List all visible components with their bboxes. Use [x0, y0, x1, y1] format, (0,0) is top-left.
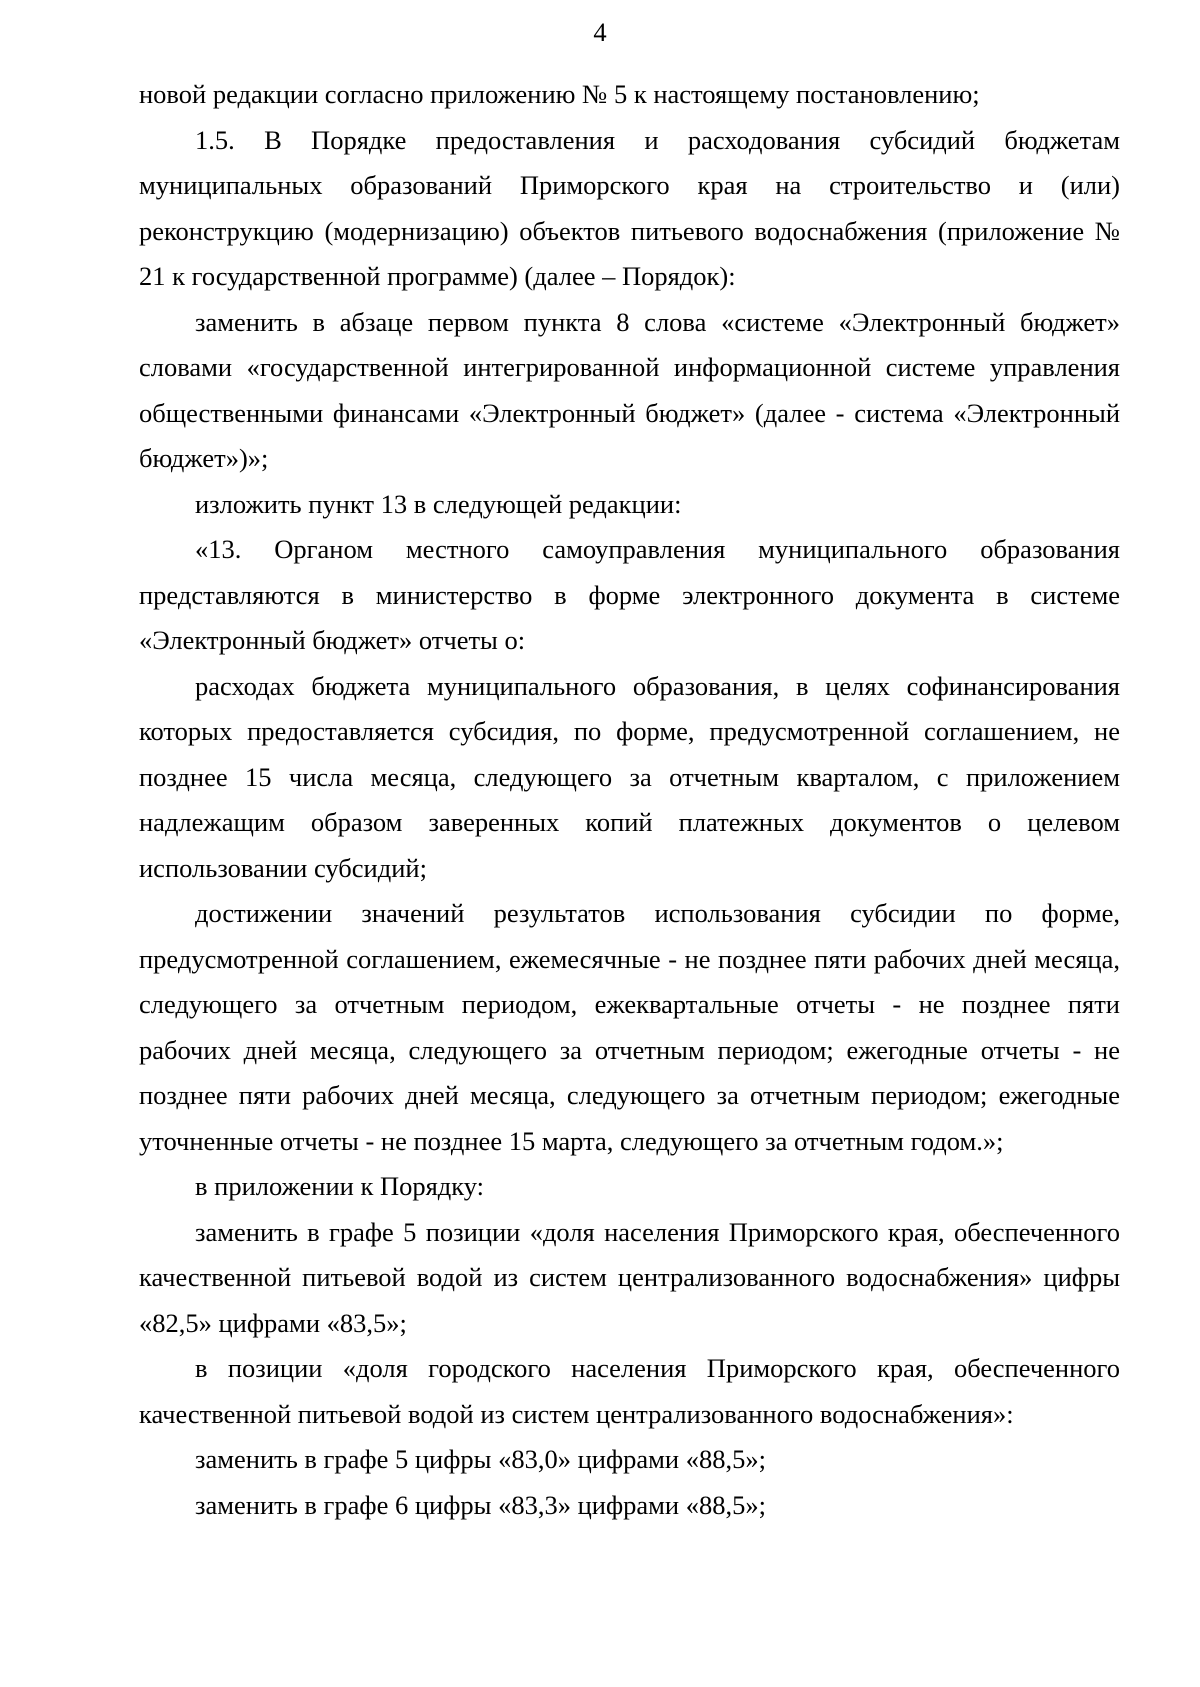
paragraph-replace-column-6-urban: заменить в графе 6 цифры «83,3» цифрами «88,5»;	[195, 1489, 766, 1520]
page-number: 4	[593, 17, 607, 47]
document-body	[139, 72, 1120, 1528]
paragraph-results-report: достижении значений результатов использования субсидии по форме, предусмотренной соглашением, ежемесячные - не позднее пяти рабочих дней месяца, следующего за отчетным периодом, ежеквартальные отчеты - не позднее пяти рабочих дней месяца, следующего за отчетным периодом; ежегодные отчеты - не позднее пяти рабочих дней месяца, следующего за отчетным периодом; ежегодные уточненные отчеты - не позднее 15 марта, следующего за отчетным годом.»;	[139, 898, 1120, 1156]
paragraph-urban-population: в позиции «доля городского населения Приморского края, обеспеченного качественной питьевой водой из систем централизованного водоснабжения»:	[139, 1353, 1120, 1429]
paragraph-expenses-report: расходах бюджета муниципального образования, в целях софинансирования которых предоставляется субсидия, по форме, предусмотренной соглашением, не позднее 15 числа месяца, следующего за отчетным кварталом, с приложением надлежащим образом заверенных копий платежных документов о целевом использовании субсидий;	[139, 670, 1120, 883]
paragraph-appendix-intro: в приложении к Порядку:	[195, 1171, 485, 1201]
paragraph-replace-column-5-urban: заменить в графе 5 цифры «83,0» цифрами «88,5»;	[195, 1444, 766, 1474]
paragraph-clause-13: «13. Органом местного самоуправления муниципального образования представляются в министерство в форме электронного документа в системе «Электронный бюджет» отчеты о:	[139, 534, 1120, 655]
paragraph-item-1-5: 1.5. В Порядке предоставления и расходования субсидий бюджетам муниципальных образований Приморского края на строительство и (или) реконструкцию (модернизацию) объектов питьевого водоснабжения (приложение № 21 к государственной программе) (далее – Порядок):	[139, 124, 1120, 291]
paragraph-replace-clause-8: заменить в абзаце первом пункта 8 слова «системе «Электронный бюджет» словами «государственной интегрированной информационной системе управления общественными финансами «Электронный бюджет» (далее - система «Электронный бюджет»)»;	[139, 306, 1120, 473]
paragraph-replace-column-5: заменить в графе 5 позиции «доля населения Приморского края, обеспеченного качественной питьевой водой из систем централизованного водоснабжения» цифры «82,5» цифрами «83,5»;	[139, 1216, 1120, 1338]
paragraph-continuation: новой редакции согласно приложению № 5 к настоящему постановлению;	[139, 79, 980, 109]
paragraph-restate-clause-13: изложить пункт 13 в следующей редакции:	[195, 488, 682, 519]
